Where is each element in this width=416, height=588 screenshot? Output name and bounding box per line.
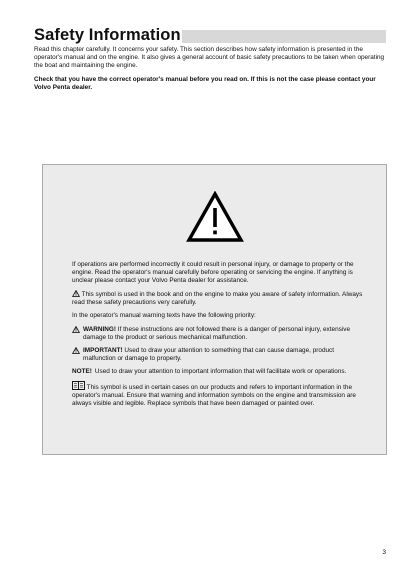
note-row xyxy=(72,368,368,376)
book-symbol-text: This symbol is used in certain cases on our products and refers to important information in the operator's manual. Ensure that warning and information symbols on the engine and transmission are always visible and legible. Replace symbols that have been damaged or painted over. xyxy=(72,384,356,408)
page-number: 3 xyxy=(382,549,386,556)
safety-info-box xyxy=(42,164,387,455)
warning-label: WARNING! xyxy=(83,325,117,333)
intro-bold-paragraph: Check that you have the correct operator's manual before you read on. If this is not the case please contact your Volvo Penta dealer. xyxy=(34,76,376,92)
warning-row xyxy=(72,326,368,342)
box-intro-paragraph: If operations are performed incorrectly it could result in personal injury, or damage to property or the engine. Read the operator's manual carefully before operating or servicing the engine. If anything is unclear please contact your Volvo Penta dealer for assistance. xyxy=(72,261,354,285)
page-title: Safety Information xyxy=(34,26,181,44)
safety-text xyxy=(72,261,368,413)
warning-triangle-icon xyxy=(186,191,244,243)
intro-paragraph: Read this chapter carefully. It concerns your safety. This section describes how safety information is presented in the operator's manual and on the engine. It also gives a general account of basic safety precautions to be taken when operating the boat and maintaining the engine. xyxy=(34,46,385,70)
intro-section xyxy=(34,46,388,98)
title-rule-bar xyxy=(182,30,386,43)
warning-triangle-icon xyxy=(72,326,80,333)
symbol-paragraph xyxy=(72,290,368,307)
book-paragraph xyxy=(72,381,368,408)
important-text: Used to draw your attention to something that can cause damage, product malfunction or damage to property. xyxy=(83,346,335,362)
priority-paragraph: In the operator's manual warning texts have the following priority: xyxy=(72,312,256,320)
warning-triangle-icon xyxy=(72,347,80,354)
warning-text: If these instructions are not followed there is a danger of personal injury, extensive damage to the product or serious mechanical malfunction. xyxy=(83,325,350,341)
important-label: IMPORTANT! xyxy=(83,346,123,354)
warning-triangle-icon xyxy=(72,290,80,297)
manual-book-icon xyxy=(72,381,85,390)
note-label: NOTE! xyxy=(72,367,92,375)
important-row xyxy=(72,347,368,363)
note-text: Used to draw your attention to important information that will facilitate work or operations. xyxy=(94,367,347,375)
symbol-text: This symbol is used in the book and on the engine to make you aware of safety information. Always read these safety precautions very carefully. xyxy=(72,291,363,307)
